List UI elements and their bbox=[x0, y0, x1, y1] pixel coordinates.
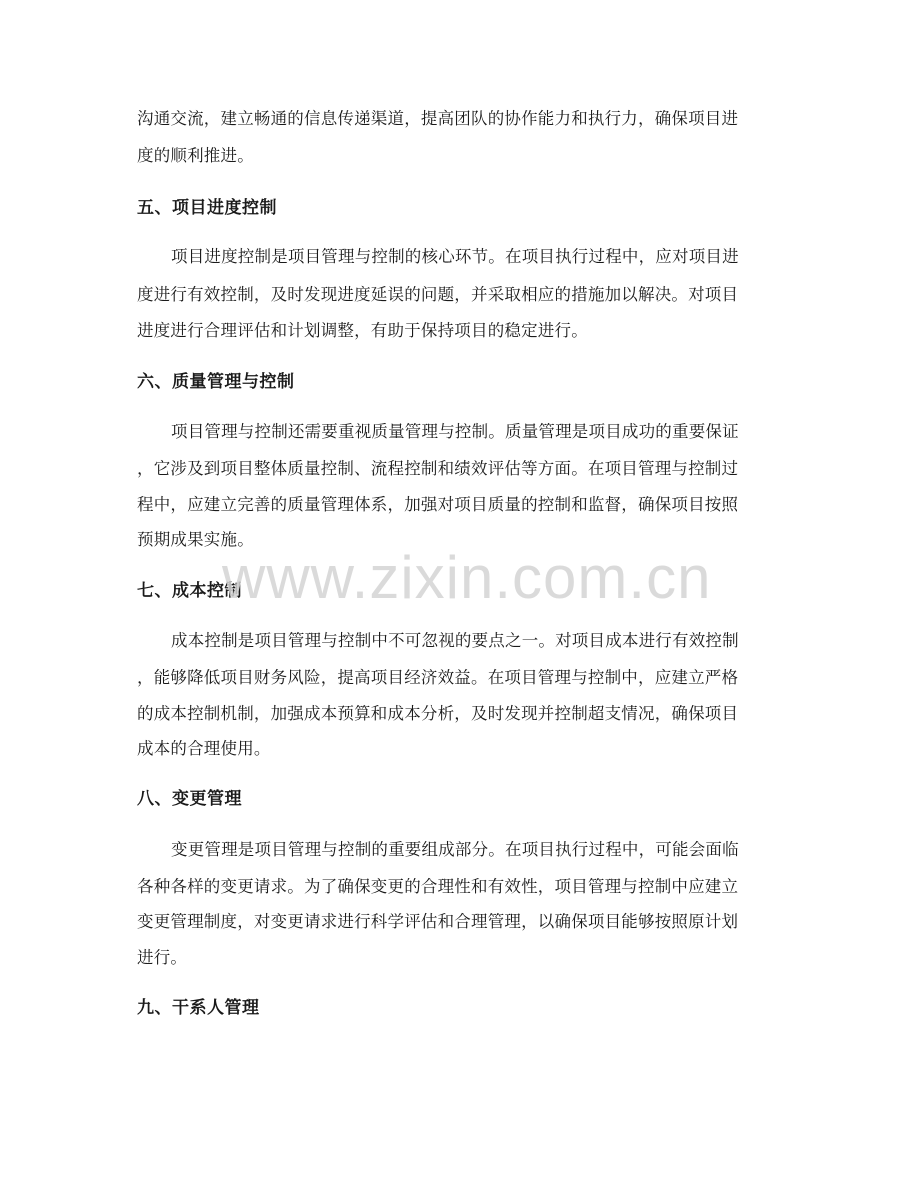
paragraph-line: 成本控制是项目管理与控制中不可忽视的要点之一。对项目成本进行有效控制 bbox=[171, 631, 739, 650]
section-heading: 九、干系人管理 bbox=[137, 998, 260, 1018]
paragraph-line: 的成本控制机制，加强成本预算和成本分析，及时发现并控制超支情况，确保项目 bbox=[137, 704, 739, 723]
watermark-text: www.zixin.com.cn bbox=[222, 544, 712, 611]
section-heading: 八、变更管理 bbox=[137, 789, 242, 809]
paragraph-line: 度进行有效控制，及时发现进度延误的问题，并采取相应的措施加以解决。对项目 bbox=[137, 285, 739, 304]
paragraph-line: 变更管理制度，对变更请求进行科学评估和合理管理，以确保项目能够按照原计划 bbox=[137, 912, 739, 931]
intro-line: 度的顺利推进。 bbox=[137, 146, 254, 165]
paragraph-line: 项目管理与控制还需要重视质量管理与控制。质量管理是项目成功的重要保证 bbox=[171, 422, 739, 441]
paragraph-line: 各种各样的变更请求。为了确保变更的合理性和有效性，项目管理与控制中应建立 bbox=[137, 877, 739, 896]
paragraph-line: ，能够降低项目财务风险，提高项目经济效益。在项目管理与控制中，应建立严格 bbox=[137, 668, 739, 687]
paragraph-line: 变更管理是项目管理与控制的重要组成部分。在项目执行过程中，可能会面临 bbox=[171, 840, 739, 859]
intro-line: 沟通交流，建立畅通的信息传递渠道，提高团队的协作能力和执行力，确保项目进 bbox=[137, 109, 739, 128]
paragraph-line: 成本的合理使用。 bbox=[137, 739, 271, 758]
paragraph-line: 程中，应建立完善的质量管理体系，加强对项目质量的控制和监督，确保项目按照 bbox=[137, 495, 739, 514]
section-heading: 七、成本控制 bbox=[137, 581, 242, 601]
paragraph-line: 项目进度控制是项目管理与控制的核心环节。在项目执行过程中，应对项目进 bbox=[171, 247, 739, 266]
section-heading: 五、项目进度控制 bbox=[137, 198, 277, 218]
paragraph-line: ，它涉及到项目整体质量控制、流程控制和绩效评估等方面。在项目管理与控制过 bbox=[137, 459, 739, 478]
paragraph-line: 进行。 bbox=[137, 948, 188, 967]
section-heading: 六、质量管理与控制 bbox=[137, 372, 295, 392]
paragraph-line: 进度进行合理评估和计划调整，有助于保持项目的稳定进行。 bbox=[137, 321, 588, 340]
paragraph-line: 预期成果实施。 bbox=[137, 530, 254, 549]
